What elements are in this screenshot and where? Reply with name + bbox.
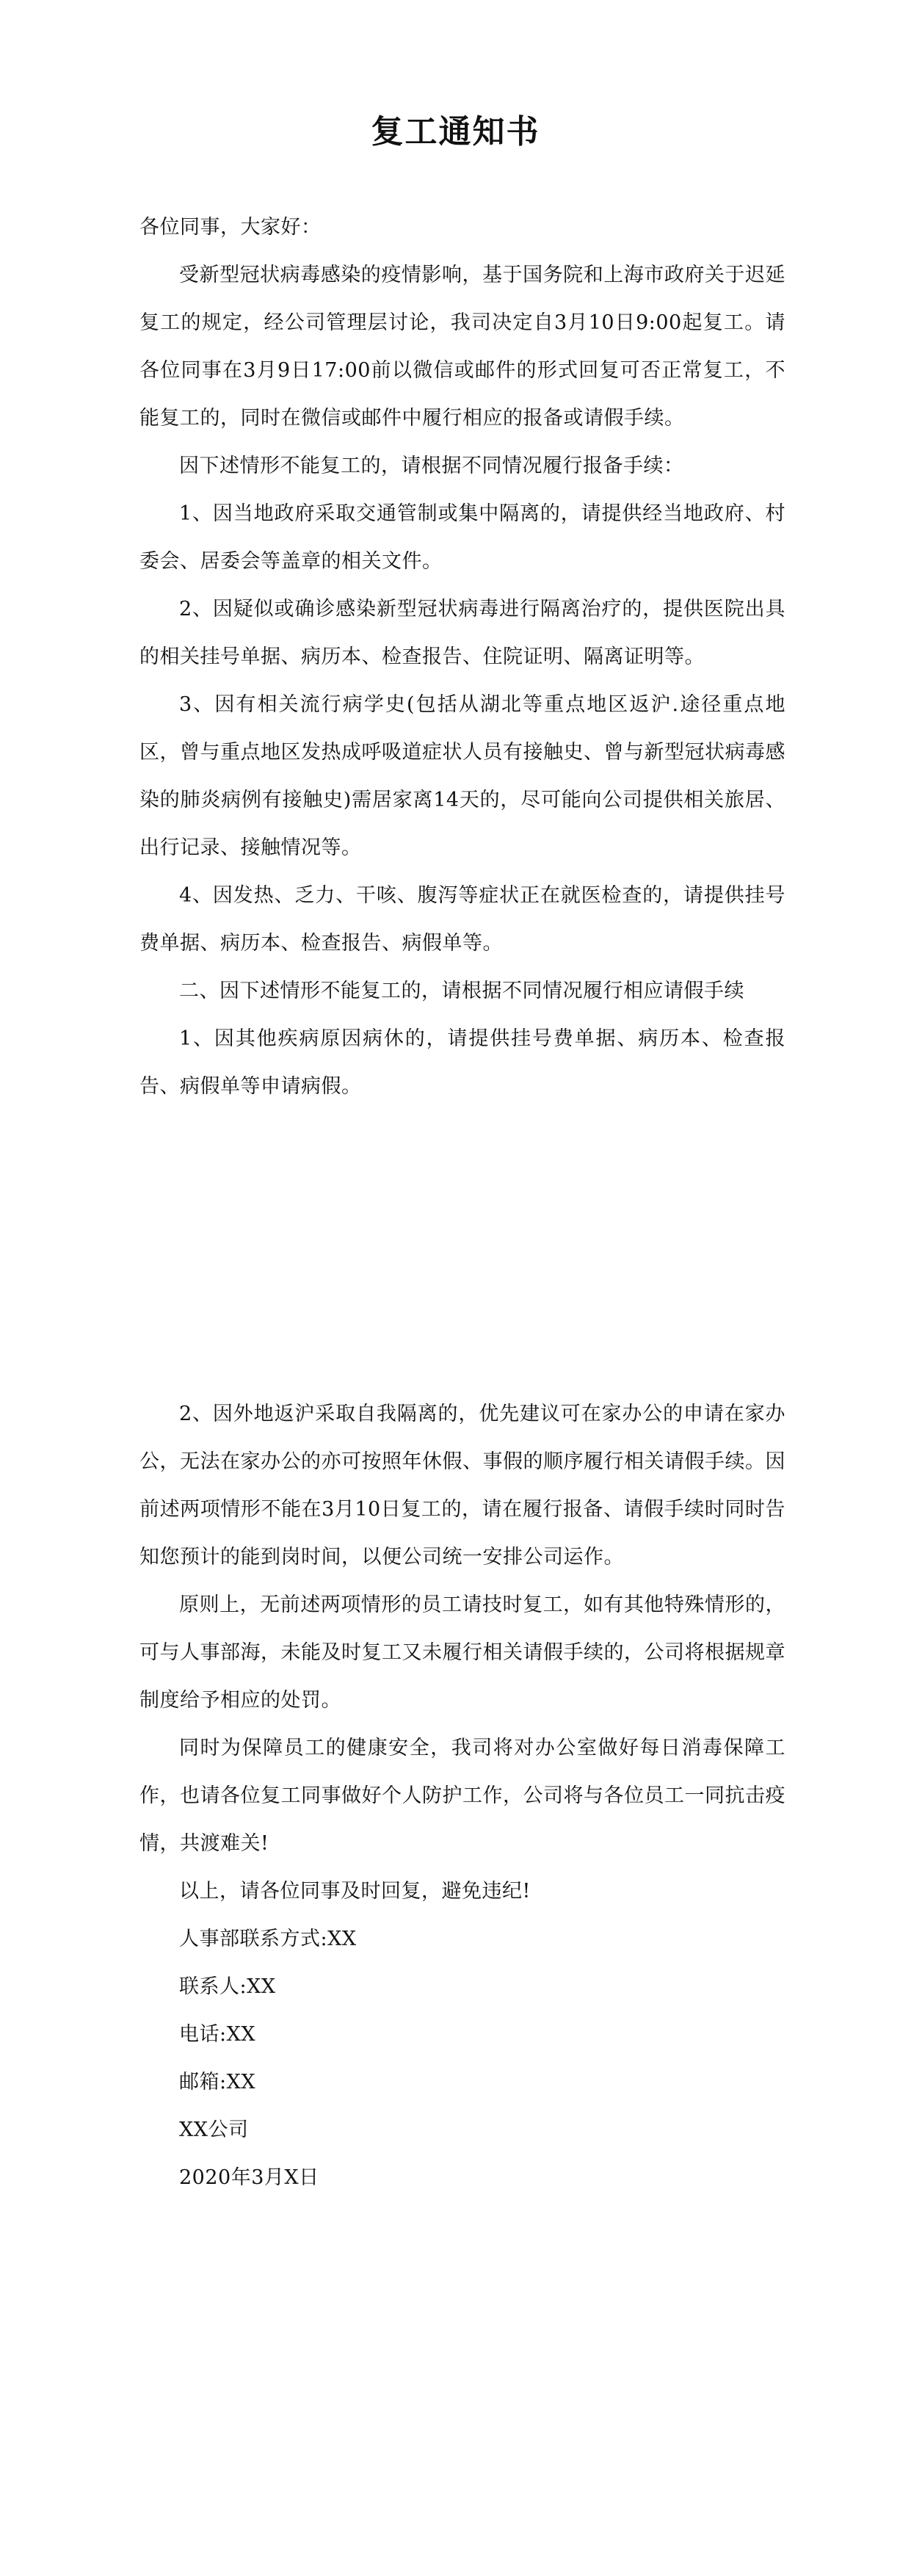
phone-line: 电话:XX xyxy=(179,2023,256,2046)
company-name: XX公司 xyxy=(179,2119,249,2141)
paragraph: 因下述情形不能复工的，请根据不同情况履行报备手续： xyxy=(179,455,684,477)
paragraph: 1、因其他疾病原因病休的，请提供挂号费单据、病历本、检查报告、病假单等申请病假。 xyxy=(139,1027,785,1098)
hr-contact-line: 人事部联系方式:XX xyxy=(179,1928,357,1950)
paragraph: 2、因疑似或确诊感染新型冠状病毒进行隔离治疗的，提供医院出具的相关挂号单据、病历本、检查报告、住院证明、隔离证明等。 xyxy=(139,598,785,668)
greeting: 各位同事，大家好： xyxy=(139,216,322,239)
email-line: 邮箱:XX xyxy=(179,2071,256,2094)
paragraph: 原则上，无前述两项情形的员工请技时复工，如有其他特殊情形的，可与人事部海，未能及时复工又未履行相关请假手续的，公司将根据规章制度给予相应的处罚。 xyxy=(139,1593,785,1712)
paragraph: 4、因发热、乏力、干咳、腹泻等症状正在就医检查的，请提供挂号费单据、病历本、检查报告、病假单等。 xyxy=(139,884,785,955)
paragraph: 1、因当地政府采取交通管制或集中隔离的，请提供经当地政府、村委会、居委会等盖章的相关文件。 xyxy=(139,502,785,573)
body-section-top xyxy=(139,203,785,1110)
paragraph: 2、因外地返沪采取自我隔离的，优先建议可在家办公的申请在家办公，无法在家办公的亦可按照年休假、事假的顺序履行相关请假手续。因前述两项情形不能在3月10日复工的，请在履行报备、请假手续时同时告知您预计的能到岗时间，以便公司统一安排公司运作。 xyxy=(139,1403,785,1569)
paragraph: 二、因下述情形不能复工的，请根据不同情况履行相应请假手续 xyxy=(179,980,744,1002)
document-date: 2020年3月X日 xyxy=(179,2166,319,2189)
paragraph: 受新型冠状病毒感染的疫情影响，基于国务院和上海市政府关于迟延复工的规定，经公司管理层讨论，我司决定自3月10日9:00起复工。请各位同事在3月9日17:00前以微信或邮件的形式回复可否正常复工，不能复工的，同时在微信或邮件中履行相应的报备或请假手续。 xyxy=(139,264,785,430)
body-section-bottom xyxy=(139,1390,785,2201)
contact-person-line: 联系人:XX xyxy=(179,1975,276,1998)
paragraph: 同时为保障员工的健康安全，我司将对办公室做好每日消毒保障工作，也请各位复工同事做好个人防护工作，公司将与各位员工一同抗击疫情，共渡难关! xyxy=(139,1737,785,1855)
document-title: 复工通知书 xyxy=(371,113,540,151)
closing-line: 以上，请各位同事及时回复，避免违纪! xyxy=(179,1880,531,1903)
paragraph: 3、因有相关流行病学史(包括从湖北等重点地区返沪.途径重点地区，曾与重点地区发热成呼吸道症状人员有接触史、曾与新型冠状病毒感染的肺炎病例有接触史)需居家离14天的，尽可能向公司提供相关旅居、出行记录、接触情况等。 xyxy=(139,693,785,859)
